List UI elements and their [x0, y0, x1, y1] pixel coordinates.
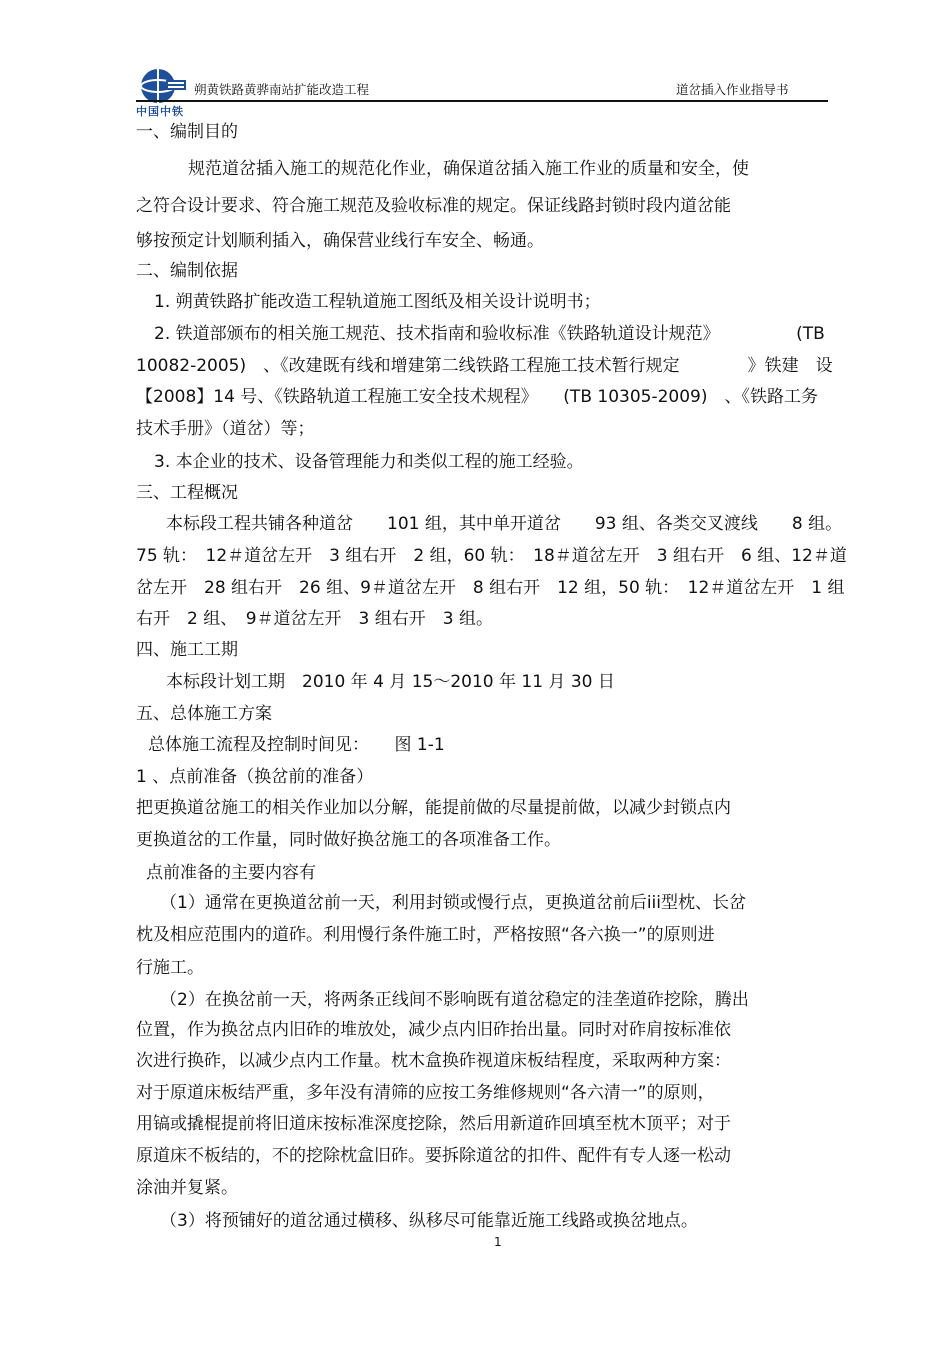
paragraph-line: 对于原道床板结严重，多年没有清筛的应按工务维修规则“各六清一”的原则， [136, 1083, 715, 1103]
list-item: 2. 铁道部颁布的相关施工规范、技术指南和验收标准《铁路轨道设计规范》 (TB [154, 324, 825, 344]
paragraph-line: 75 轨： 12＃道岔左开 3 组右开 2 组，60 轨： 18＃道岔左开 3 组右开 6 组、12＃道 [136, 546, 847, 566]
logo-text: 中国中铁 [136, 105, 184, 118]
paragraph-line: （2）在换岔前一天，将两条正线间不影响既有道岔稳定的洼垄道砟挖除，腾出 [160, 990, 749, 1010]
paragraph-line: （3）将预铺好的道岔通过横移、纵移尽可能靠近施工线路或换岔地点。 [160, 1211, 698, 1231]
list-item: 3. 本企业的技术、设备管理能力和类似工程的施工经验。 [154, 452, 584, 472]
paragraph-line: 之符合设计要求、符合施工规范及验收标准的规定。保证线路封锁时段内道岔能 [136, 196, 731, 216]
paragraph-line: 够按预定计划顺利插入，确保营业线行车安全、畅通。 [136, 231, 544, 251]
heading-schedule: 四、施工工期 [136, 640, 238, 660]
paragraph-line: 原道床不板结的，不的挖除枕盒旧砟。要拆除道岔的扣件、配件有专人逐一松动 [136, 1146, 731, 1166]
list-item-continuation: 10082-2005) 、《改建既有线和增建第二线铁路工程施工技术暂行规定 》铁建 设 [136, 356, 833, 376]
heading-overview: 三、工程概况 [136, 483, 238, 503]
paragraph-line: 把更换道岔施工的相关作业加以分解，能提前做的尽量提前做，以减少封锁点内 [136, 798, 731, 818]
paragraph-line: 本标段工程共铺各种道岔 101 组，其中单开道岔 93 组、各类交叉渡线 8 组。 [166, 514, 843, 534]
paragraph-line: 用镐或撬棍提前将旧道床按标准深度挖除，然后用新道砟回填至枕木顶平；对于 [136, 1114, 731, 1134]
heading-purpose: 一、编制目的 [136, 122, 238, 142]
heading-basis: 二、编制依据 [136, 261, 238, 281]
paragraph-line: 岔左开 28 组右开 26 组、9＃道岔左开 8 组右开 12 组，50 轨： 12＃道岔左开 1 组 [136, 578, 845, 598]
paragraph-line: 枕及相应范围内的道砟。利用慢行条件施工时，严格按照“各六换一”的原则进 [136, 925, 715, 945]
paragraph-line: 右开 2 组、 9＃道岔左开 3 组右开 3 组。 [136, 609, 493, 629]
header-title-left: 朔黄铁路黄骅南站扩能改造工程 [194, 82, 370, 97]
list-item-continuation: 技术手册》（道岔）等； [136, 419, 315, 439]
paragraph-line: 更换道岔的工作量，同时做好换岔施工的各项准备工作。 [136, 830, 561, 850]
header-rule [136, 100, 828, 102]
paragraph-line: 规范道岔插入施工的规范化作业，确保道岔插入施工作业的质量和安全，使 [188, 159, 749, 179]
subheading: 1 、点前准备（换岔前的准备） [136, 767, 374, 787]
list-item: 1. 朔黄铁路扩能改造工程轨道施工图纸及相关设计说明书； [154, 292, 601, 312]
heading-plan: 五、总体施工方案 [136, 704, 272, 724]
paragraph-line: 涂油并复紧。 [136, 1178, 238, 1198]
paragraph-line: （1）通常在更换道岔前一天，利用封锁或慢行点，更换道岔前后iii型枕、长岔 [160, 893, 746, 913]
paragraph-line: 行施工。 [136, 958, 204, 978]
paragraph-line: 点前准备的主要内容有 [146, 863, 316, 883]
list-item-continuation: 【2008】14 号、《铁路轨道工程施工安全技术规程》 (TB 10305-2009) 、《铁路工务 [136, 387, 818, 407]
paragraph-line: 本标段计划工期 2010 年 4 月 15～2010 年 11 月 30 日 [166, 672, 615, 692]
header-title-right: 道岔插入作业指导书 [676, 82, 789, 97]
paragraph-line: 总体施工流程及控制时间见： 图 1-1 [148, 735, 445, 755]
paragraph-line: 位置，作为换岔点内旧砟的堆放处，减少点内旧砟抬出量。同时对砟肩按标准依 [136, 1020, 731, 1040]
paragraph-line: 次进行换砟，以减少点内工作量。枕木盒换砟视道床板结程度，采取两种方案： [136, 1051, 731, 1071]
page-number: 1 [494, 1235, 502, 1249]
